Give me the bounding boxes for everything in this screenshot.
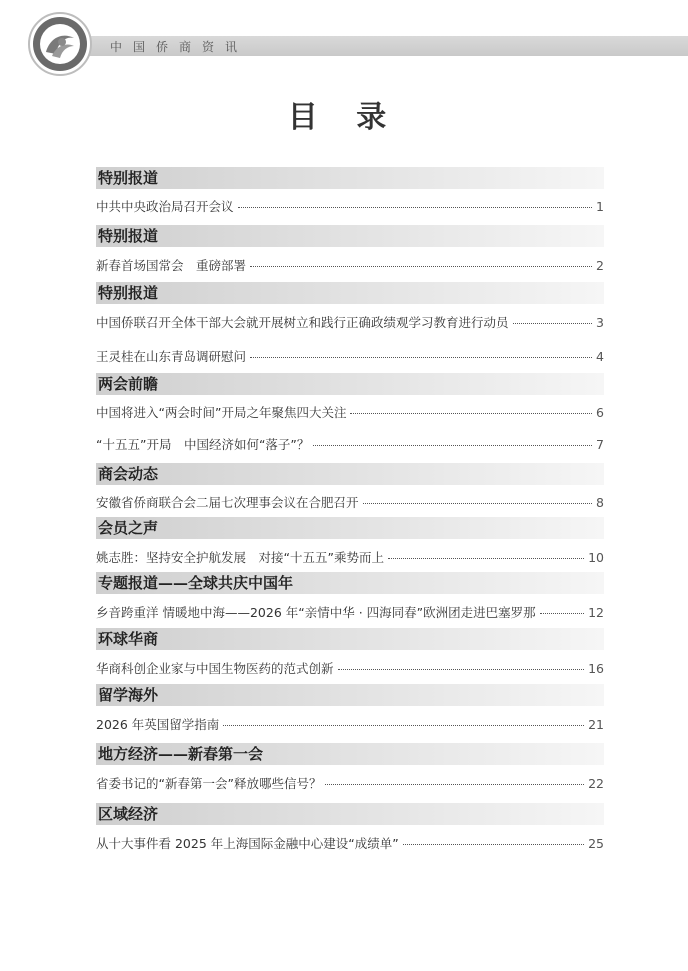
toc-entry[interactable] xyxy=(96,493,604,511)
entry-title: 省委书记的“新春第一会”释放哪些信号？ xyxy=(96,776,322,791)
section-heading: 特别报道 xyxy=(96,282,604,304)
dot-leader xyxy=(250,357,592,358)
section-heading: 两会前瞻 xyxy=(96,373,604,395)
toc-entry[interactable] xyxy=(96,715,604,733)
toc-section xyxy=(96,803,604,853)
toc-entry[interactable] xyxy=(96,603,604,621)
section-heading: 特别报道 xyxy=(96,167,604,189)
dot-leader xyxy=(513,323,593,324)
section-heading: 区域经济 xyxy=(96,803,604,825)
toc-section xyxy=(96,225,604,275)
section-heading: 留学海外 xyxy=(96,684,604,706)
toc-section xyxy=(96,517,604,567)
toc-section xyxy=(96,463,604,513)
toc-entry[interactable] xyxy=(96,197,604,215)
entry-title: 中国将进入“两会时间”开局之年聚焦四大关注 xyxy=(96,405,347,420)
toc-entry[interactable] xyxy=(96,834,604,852)
toc-entry[interactable] xyxy=(96,548,604,566)
entry-title: 王灵桂在山东青岛调研慰问 xyxy=(96,349,247,364)
page-title: 目 录 xyxy=(287,100,401,135)
toc-entry[interactable] xyxy=(96,347,604,365)
dot-leader xyxy=(250,266,592,267)
toc-entry[interactable] xyxy=(96,774,604,792)
dot-leader xyxy=(540,613,584,614)
entry-page: 7 xyxy=(596,437,604,452)
entry-page: 6 xyxy=(596,405,604,420)
toc-section xyxy=(96,373,604,459)
dot-leader xyxy=(313,445,592,446)
section-heading: 专题报道——全球共庆中国年 xyxy=(96,572,604,594)
entry-title: 安徽省侨商联合会二届七次理事会议在合肥召开 xyxy=(96,495,359,510)
dot-leader xyxy=(388,558,584,559)
toc-entry[interactable] xyxy=(96,313,604,331)
toc-entry[interactable] xyxy=(96,659,604,677)
entry-title: 乡音跨重洋 情暖地中海——2026 年“亲情中华 · 四海同春”欧洲团走进巴塞罗那 xyxy=(96,605,536,620)
entry-title: 新春首场国常会 重磅部署 xyxy=(96,258,247,273)
entry-title: 中国侨联召开全体干部大会就开展树立和践行正确政绩观学习教育进行动员 xyxy=(96,315,509,330)
entry-page: 8 xyxy=(596,495,604,510)
entry-page: 25 xyxy=(588,836,604,851)
dot-leader xyxy=(350,413,592,414)
entry-page: 1 xyxy=(596,199,604,214)
toc-entry[interactable] xyxy=(96,403,604,421)
toc-entry[interactable] xyxy=(96,435,604,453)
section-heading: 环球华商 xyxy=(96,628,604,650)
toc-section xyxy=(96,743,604,793)
entry-page: 3 xyxy=(596,315,604,330)
dot-leader xyxy=(363,503,593,504)
entry-title: 中共中央政治局召开会议 xyxy=(96,199,234,214)
entry-page: 21 xyxy=(588,717,604,732)
toc-section xyxy=(96,628,604,678)
entry-page: 12 xyxy=(588,605,604,620)
dot-leader xyxy=(238,207,593,208)
toc-section xyxy=(96,167,604,217)
entry-title: 华商科创企业家与中国生物医药的范式创新 xyxy=(96,661,334,676)
entry-title: 从十大事件看 2025 年上海国际金融中心建设“成绩单” xyxy=(96,836,399,851)
dot-leader xyxy=(223,725,584,726)
section-heading: 商会动态 xyxy=(96,463,604,485)
dot-leader xyxy=(403,844,584,845)
entry-page: 2 xyxy=(596,258,604,273)
entry-title: 2026 年英国留学指南 xyxy=(96,717,220,732)
entry-title: “十五五”开局 中国经济如何“落子”？ xyxy=(96,437,310,452)
entry-page: 10 xyxy=(588,550,604,565)
dot-leader xyxy=(338,669,585,670)
running-title: 中国侨商资讯 xyxy=(110,40,249,54)
logo-emblem-icon xyxy=(28,12,92,76)
entry-title: 姚志胜：坚持安全护航发展 对接“十五五”乘势而上 xyxy=(96,550,384,565)
section-heading: 特别报道 xyxy=(96,225,604,247)
toc-section xyxy=(96,282,604,368)
entry-page: 22 xyxy=(588,776,604,791)
entry-page: 16 xyxy=(588,661,604,676)
section-heading: 地方经济——新春第一会 xyxy=(96,743,604,765)
entry-page: 4 xyxy=(596,349,604,364)
toc-section xyxy=(96,572,604,622)
dot-leader xyxy=(325,784,584,785)
toc-section xyxy=(96,684,604,734)
section-heading: 会员之声 xyxy=(96,517,604,539)
toc-entry[interactable] xyxy=(96,256,604,274)
